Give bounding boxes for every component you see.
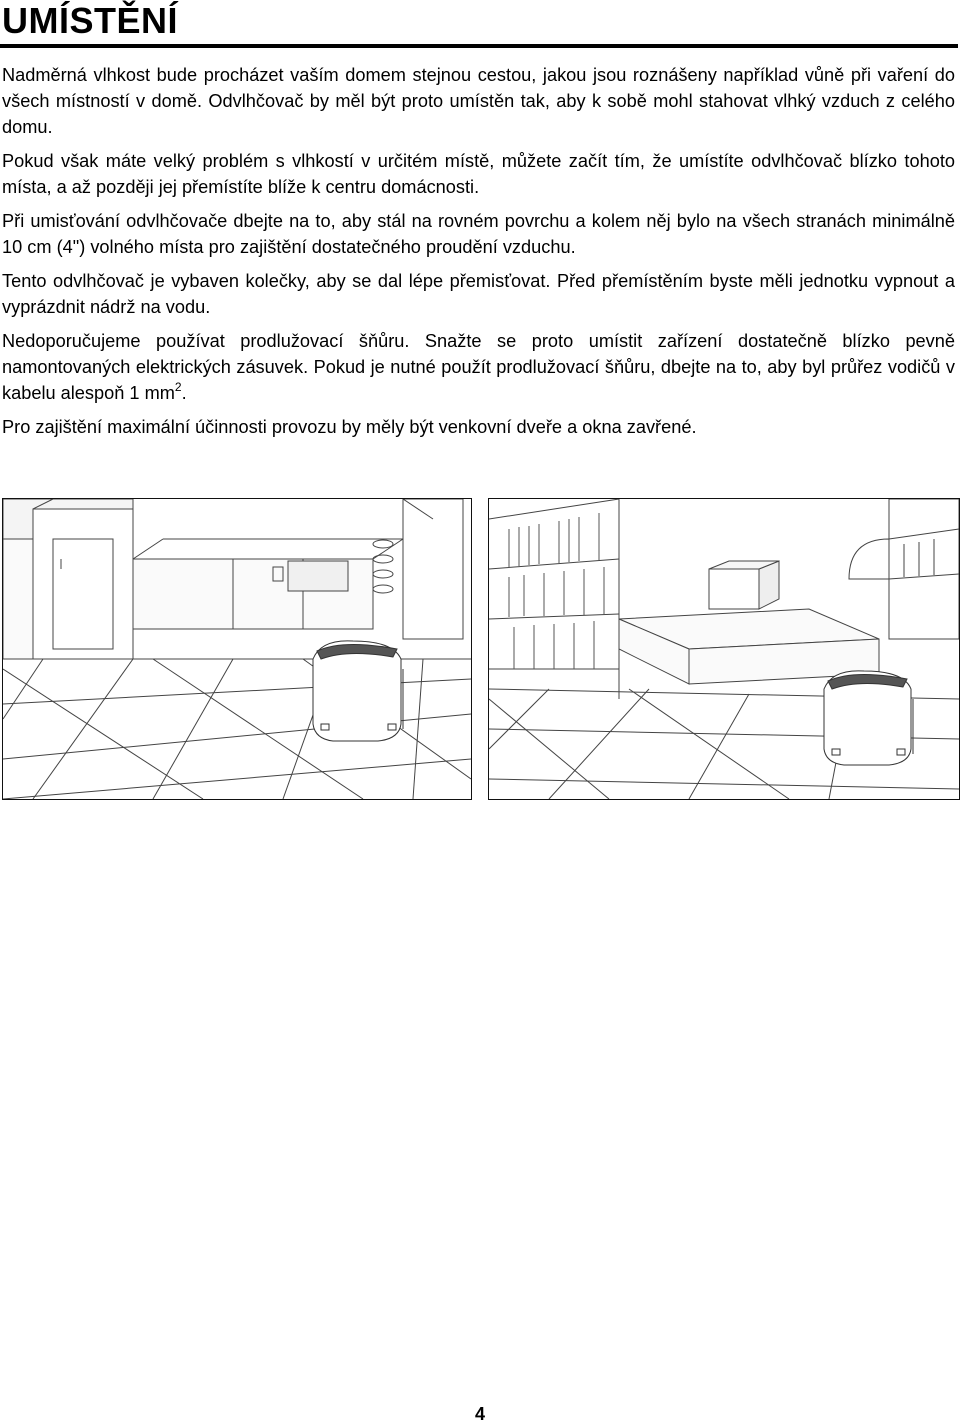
paragraph-1: Nadměrná vlhkost bude procházet vaším domem stejnou cestou, jakou jsou roznášeny například vůně při vaření do všech místností v domě. Odvlhčovač by měl být proto umístěn tak, aby k sobě mohl stahovat vlhký vzduch z celého domu. (2, 65, 955, 137)
kitchen-illustration (2, 498, 472, 800)
paragraph-3: Při umisťování odvlhčovače dbejte na to, aby stál na rovném povrchu a kolem něj bylo na všech stranách minimálně 10 cm (4") volného místa pro zajištění dostatečného proudění vzduchu. (2, 211, 955, 257)
paragraph-5-text: Nedoporučujeme používat prodlužovací šňůru. Snažte se proto umístit zařízení dostatečně blízko pevně namontovaných elektrických zásuvek. Pokud je nutné použít prodlužovací šňůru, dbejte na to, aby byl průřez vodičů v kabelu alespoň 1 mm (2, 331, 955, 403)
office-drawing (489, 499, 959, 799)
desk (619, 561, 879, 684)
superscript-2: 2 (174, 379, 182, 394)
kitchen-cabinets (3, 499, 463, 659)
paragraph-5 (2, 328, 955, 406)
kitchen-drawing (3, 499, 471, 799)
paragraph-2: Pokud však máte velký problém s vlhkostí v určitém místě, můžete začít tím, že umístíte odvlhčovač blízko tohoto místa, a až později jej přemístíte blíže k centru domácnosti. (2, 151, 955, 197)
body-text (2, 62, 955, 448)
page-number: 4 (474, 1404, 485, 1424)
office-illustration (488, 498, 960, 800)
paragraph-5-end: . (181, 383, 187, 403)
dehumidifier-2 (824, 671, 913, 765)
paragraph-6: Pro zajištění maximální účinnosti provozu by měly být venkovní dveře a okna zavřené. (2, 417, 697, 437)
right-shelf (849, 499, 959, 639)
page-title: UMÍSTĚNÍ (2, 0, 179, 41)
paragraph-4: Tento odvlhčovač je vybaven kolečky, aby se dal lépe přemisťovat. Před přemístěním byste měli jednotku vypnout a vyprázdnit nádrž na vodu. (2, 271, 955, 317)
title-underline (0, 44, 958, 48)
dehumidifier-1 (313, 641, 403, 741)
bookshelf (489, 499, 619, 699)
